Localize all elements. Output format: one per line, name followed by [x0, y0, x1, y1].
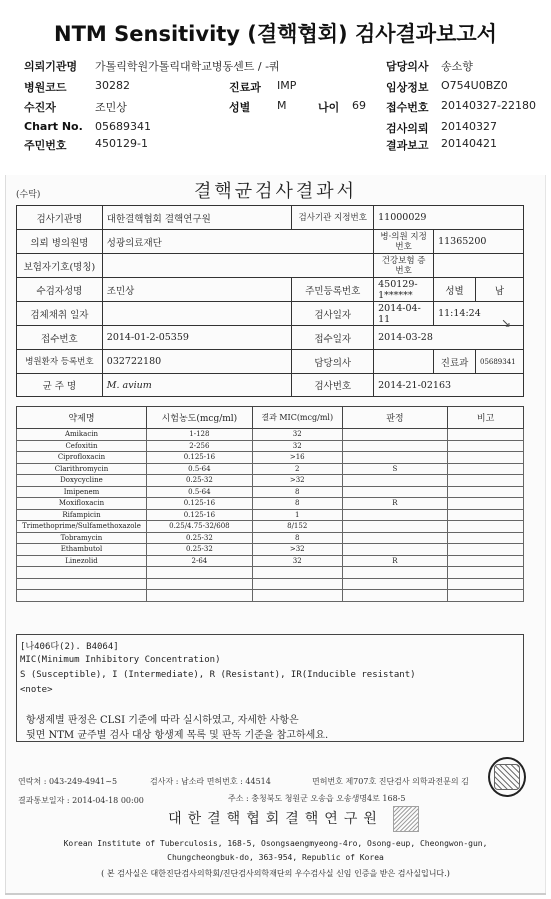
cell-mic-result: 8 [252, 532, 342, 544]
table-row [17, 590, 524, 602]
label-examinee-name: 수검자성명 [17, 278, 103, 302]
value-test-date: 2014-04-11 [374, 302, 434, 326]
table-row [17, 440, 524, 452]
scribble-mark: ↘ [501, 316, 512, 330]
susceptibility-table-body [17, 429, 524, 602]
label-test-date: 검사일자 [292, 302, 374, 326]
cell-remark [448, 567, 524, 579]
col-header-mic: 결과 MIC(mcg/ml) [252, 407, 342, 429]
value-attending-doctor: 송소향 [441, 60, 473, 73]
cell-mic-result: 32 [252, 429, 342, 441]
institute-name-korean: 대한결핵협회결핵연구원 [168, 811, 383, 827]
label-report-date: 결과보고 [386, 139, 429, 152]
value-collection-date [102, 302, 292, 326]
cell-drug-name [17, 590, 147, 602]
cell-remark [448, 498, 524, 510]
cell-mic-result [252, 590, 342, 602]
notes-reference-line: 뒷면 NTM 균주별 검사 대상 항생제 목록 및 판독 기준을 참고하세요. [26, 730, 329, 741]
accreditation-disclaimer: ( 본 검사실은 대한진단검사의학회/진단검사의학재단의 우수검사실 신임 인증을 받은 검사실입니다.) [101, 869, 450, 878]
cell-drug-name: Cefoxitin [17, 440, 147, 452]
cell-interpretation [342, 452, 448, 464]
cell-mic-result: 8 [252, 486, 342, 498]
col-header-interpretation: 판정 [342, 407, 448, 429]
footer-phone: 연락처 : 043-249-4941~5 [18, 777, 118, 786]
cell-mic-result [252, 567, 342, 579]
cell-test-range: 2-256 [146, 440, 252, 452]
cell-remark [448, 452, 524, 464]
cell-remark [448, 509, 524, 521]
value-receipt-number: 20140327-22180 [441, 99, 536, 112]
value-testing-institution: 대한결핵협회 결핵연구원 [102, 206, 292, 230]
cell-interpretation [342, 532, 448, 544]
label-receipt-date: 접수일자 [292, 326, 374, 350]
cell-remark [448, 555, 524, 567]
cell-drug-name: Ethambutol [17, 544, 147, 556]
cell-interpretation [342, 590, 448, 602]
col-header-test-range: 시험농도(mcg/ml) [146, 407, 252, 429]
cell-drug-name: Moxifloxacin [17, 498, 147, 510]
cell-remark [448, 521, 524, 533]
cell-mic-result: 8 [252, 498, 342, 510]
cell-mic-result: 1 [252, 509, 342, 521]
cell-remark [448, 475, 524, 487]
table-row [17, 521, 524, 533]
label-receipt-no: 접수번호 [17, 326, 103, 350]
cell-drug-name: Linezolid [17, 555, 147, 567]
report-title: NTM Sensitivity (결핵협회) 검사결과보고서 [54, 22, 497, 46]
cell-interpretation [342, 521, 448, 533]
cell-remark [448, 486, 524, 498]
cell-remark [448, 440, 524, 452]
value-patient: 조민상 [95, 101, 127, 114]
cell-remark [448, 544, 524, 556]
value-request-date: 20140327 [441, 120, 497, 133]
value-insurance-number [434, 254, 524, 278]
cell-test-range: 2-64 [146, 555, 252, 567]
cell-remark [448, 578, 524, 590]
cell-interpretation [342, 475, 448, 487]
notes-code: [나406다(2). B4064] [20, 642, 119, 652]
value-sex: M [277, 99, 287, 112]
label-request-date: 검사의뢰 [386, 122, 429, 135]
cell-drug-name: Tobramycin [17, 532, 147, 544]
label-insurer: 보험자기호(명칭) [17, 254, 103, 278]
table-row [17, 463, 524, 475]
cell-interpretation: S [342, 463, 448, 475]
label-strain-name: 균 주 명 [17, 374, 103, 397]
label-attending-doctor: 담당의사 [386, 60, 429, 73]
cell-interpretation [342, 567, 448, 579]
table-row [17, 452, 524, 464]
value-department: IMP [277, 79, 297, 92]
label-insurance-number: 건강보험 증번호 [374, 254, 434, 278]
cell-drug-name: Doxycycline [17, 475, 147, 487]
cell-mic-result: 32 [252, 440, 342, 452]
value-examinee-name: 조민상 [102, 278, 292, 302]
table-row [17, 578, 524, 590]
value-requesting-institution: 가톨릭학원가톨릭대학교병동센트 / -쿼 [95, 60, 280, 73]
value-registration-number: 450129-1****** [374, 278, 434, 302]
footer-notification-date: 결과통보일자 : 2014-04-18 00:00 [18, 796, 144, 805]
cell-interpretation [342, 429, 448, 441]
value-gender: 남 [475, 278, 523, 302]
label-patient-registration: 병원환자 등록번호 [17, 350, 103, 374]
consignment-tag: (수탁) [16, 190, 41, 200]
cell-test-range: 0.125-16 [146, 498, 252, 510]
specimen-info-table [16, 205, 524, 397]
value-receipt-date: 2014-03-28 [374, 326, 524, 350]
value-insurer [102, 254, 373, 278]
label-resident-number: 주민번호 [24, 139, 67, 152]
cell-remark [448, 429, 524, 441]
cell-drug-name: Ciprofloxacin [17, 452, 147, 464]
cell-mic-result: 8/152 [252, 521, 342, 533]
label-institution-number: 검사기관 지정번호 [292, 206, 374, 230]
scan-edge [5, 893, 546, 895]
notes-clsi-line: 항생제별 판정은 CLSI 기준에 따라 실시하였고, 자세한 사항은 [26, 715, 299, 726]
cell-mic-result: >16 [252, 452, 342, 464]
cell-drug-name: Imipenem [17, 486, 147, 498]
table-row [17, 532, 524, 544]
notes-legend: S (Susceptible), I (Intermediate), R (Resistant), IR(Inducible resistant) [20, 670, 416, 680]
value-clinic-dept: 05689341 [475, 350, 523, 374]
cell-mic-result: >32 [252, 475, 342, 487]
cell-test-range: 0.5-64 [146, 486, 252, 498]
value-strain-name: M. avium [102, 374, 292, 397]
cell-interpretation [342, 486, 448, 498]
cell-test-range [146, 567, 252, 579]
table-row [17, 544, 524, 556]
label-sex: 성별 [229, 101, 251, 114]
cell-mic-result: 32 [252, 555, 342, 567]
label-department: 진료과 [229, 81, 261, 94]
value-clinic-number: 11365200 [434, 230, 524, 254]
label-clinic-number: 병·의원 지정번호 [374, 230, 434, 254]
value-resident-number: 450129-1 [95, 137, 148, 150]
cell-mic-result [252, 578, 342, 590]
cell-interpretation [342, 544, 448, 556]
cell-remark [448, 463, 524, 475]
cell-drug-name [17, 578, 147, 590]
value-doctor-in-charge [374, 350, 434, 374]
table-row [17, 498, 524, 510]
cell-drug-name: Clarithromycin [17, 463, 147, 475]
cell-drug-name [17, 567, 147, 579]
footer-pathologist: 면허번호 제707호 진단검사 의학과전문의 김 [312, 777, 469, 786]
label-clinical-info: 임상정보 [386, 81, 429, 94]
label-receipt-number: 접수번호 [386, 101, 429, 114]
label-requesting-institution: 의뢰기관명 [24, 60, 78, 73]
cell-test-range [146, 590, 252, 602]
institute-address-line2: Chungcheongbuk-do, 363-954, Republic of Korea [167, 853, 384, 862]
value-patient-registration: 032722180 [102, 350, 292, 374]
label-registration-number: 주민등록번호 [292, 278, 374, 302]
label-clinic-dept: 진료과 [434, 350, 476, 374]
table-row [17, 475, 524, 487]
official-seal-icon [488, 757, 526, 797]
cell-remark [448, 532, 524, 544]
cell-drug-name: Rifampicin [17, 509, 147, 521]
cell-test-range: 0.25-32 [146, 544, 252, 556]
cell-test-range: 0.5-64 [146, 463, 252, 475]
label-testing-institution: 검사기관명 [17, 206, 103, 230]
label-gender: 성별 [434, 278, 476, 302]
cell-test-range: 1-128 [146, 429, 252, 441]
cell-interpretation: R [342, 498, 448, 510]
cell-mic-result: >32 [252, 544, 342, 556]
label-patient: 수진자 [24, 101, 56, 114]
table-row [17, 429, 524, 441]
cell-drug-name: Amikacin [17, 429, 147, 441]
institute-address-line1: Korean Institute of Tuberculosis, 168-5, Osongsaengmyeong-4ro, Osong-eup, Cheongwon-gun, [63, 839, 488, 848]
cell-test-range: 0.25/4.75-32/608 [146, 521, 252, 533]
table-row [17, 486, 524, 498]
label-collection-date: 검체채취 일자 [17, 302, 103, 326]
table-row [17, 509, 524, 521]
cell-test-range: 0.25-32 [146, 532, 252, 544]
label-requesting-clinic: 의뢰 병의원명 [17, 230, 103, 254]
label-chart-no: Chart No. [24, 120, 83, 133]
cell-interpretation [342, 578, 448, 590]
value-institution-number: 11000029 [374, 206, 524, 230]
cell-test-range [146, 578, 252, 590]
value-requesting-clinic: 성광의료재단 [102, 230, 373, 254]
cell-remark [448, 590, 524, 602]
table-row [17, 567, 524, 579]
value-hospital-code: 30282 [95, 79, 130, 92]
footer-examiner: 검사자 : 남소라 면허번호 : 44514 [150, 777, 271, 786]
value-test-time: 11:14:24 [434, 302, 524, 326]
value-test-number: 2014-21-02163 [374, 374, 524, 397]
cell-interpretation [342, 509, 448, 521]
cell-interpretation [342, 440, 448, 452]
value-clinical-info: O754U0BZ0 [441, 79, 508, 92]
cell-test-range: 0.25-32 [146, 475, 252, 487]
col-header-drug: 약제명 [17, 407, 147, 429]
cell-test-range: 0.125-16 [146, 509, 252, 521]
label-test-number: 검사번호 [292, 374, 374, 397]
table-row [17, 555, 524, 567]
cell-mic-result: 2 [252, 463, 342, 475]
label-age: 나이 [318, 101, 340, 114]
notes-mic-definition: MIC(Minimum Inhibitory Concentration) [20, 655, 221, 665]
cell-interpretation: R [342, 555, 448, 567]
value-chart-no: 05689341 [95, 120, 151, 133]
footer-address: 주소 : 충청북도 청원군 오송읍 오송생명4로 168-5 [228, 794, 406, 803]
label-hospital-code: 병원코드 [24, 81, 67, 94]
value-report-date: 20140421 [441, 137, 497, 150]
value-age: 69 [352, 99, 366, 112]
label-doctor-in-charge: 담당의사 [292, 350, 374, 374]
value-receipt-no: 2014-01-2-05359 [102, 326, 292, 350]
susceptibility-table [16, 406, 524, 602]
notes-tag: <note> [20, 685, 53, 695]
col-header-remark: 비고 [448, 407, 524, 429]
cell-test-range: 0.125-16 [146, 452, 252, 464]
scanned-report-title: 결핵균검사결과서 [193, 181, 358, 202]
cell-drug-name: Trimethoprime/Sulfamethoxazole [17, 521, 147, 533]
